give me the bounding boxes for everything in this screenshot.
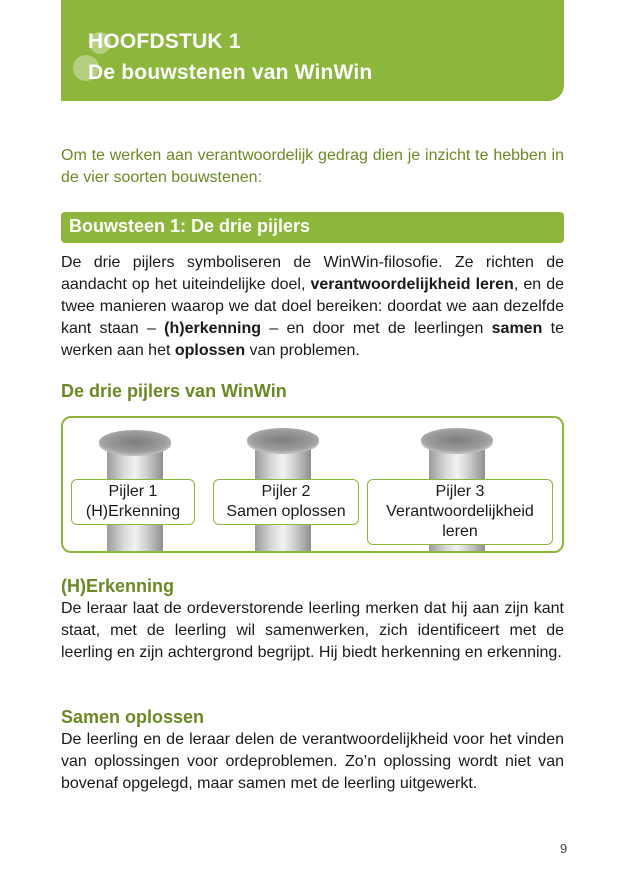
pillar-2-label: Pijler 2 Samen oplossen (213, 479, 359, 525)
chapter-title: De bouwstenen van WinWin (88, 61, 373, 84)
pillar-cap (99, 430, 171, 454)
section-heading-bar (61, 212, 564, 243)
chapter-header (61, 0, 564, 101)
subsection-heading-solve-together: Samen oplossen (61, 707, 205, 727)
pillars-diagram (61, 416, 564, 553)
pillar-3-label: Pijler 3 Verantwoordelijkheid leren (367, 479, 553, 545)
subsection-heading-recognition: (H)Erkenning (61, 576, 175, 596)
emphasis-responsibility: verantwoordelijkheid leren (310, 276, 514, 293)
pillar-cap (421, 428, 493, 452)
diagram-title: De drie pijlers van WinWin (61, 381, 287, 401)
subsection-text-recognition: De leraar laat de ordeverstorende leerling merken dat hij aan zijn kant staat, met de leerling wil samenwerken, zich identificeert met de leerling en zijn achtergrond begrijpt. Hij biedt herkenning en erkenning. (61, 600, 564, 661)
pillar-cap (247, 428, 319, 452)
emphasis-solve: oplossen (174, 342, 246, 359)
subsection-text-solve-together: De leerling en de leraar delen de verantwoordelijkheid voor het vinden van oplossingen voor ordeproblemen. Zo’n oplossing wordt niet van bovenaf opgelegd, maar samen met de leerling uitgewerkt. (61, 731, 564, 792)
pillar-1-label: Pijler 1 (H)Erkenning (71, 479, 195, 525)
section-paragraph: De drie pijlers symboliseren de WinWin-filosofie. Ze richten de aandacht op het uiteindelijke doel, verantwoordelijkheid leren, en de twee manieren waarop we dat doel bereiken: doordat we aan dezelfde kant staan – (h)erkenning – en door met de leerlingen samen te werken aan het oplossen van problemen. (61, 254, 564, 359)
intro-paragraph: Om te werken aan verantwoordelijk gedrag dien je inzicht te hebben in de vier soorten bouwstenen: (61, 147, 564, 186)
page-number: 9 (560, 841, 568, 856)
section-heading: Bouwsteen 1: De drie pijlers (69, 216, 311, 236)
emphasis-recognition: (h)erkenning (164, 320, 262, 337)
emphasis-together: samen (491, 320, 543, 337)
chapter-label: HOOFDSTUK 1 (88, 30, 241, 53)
